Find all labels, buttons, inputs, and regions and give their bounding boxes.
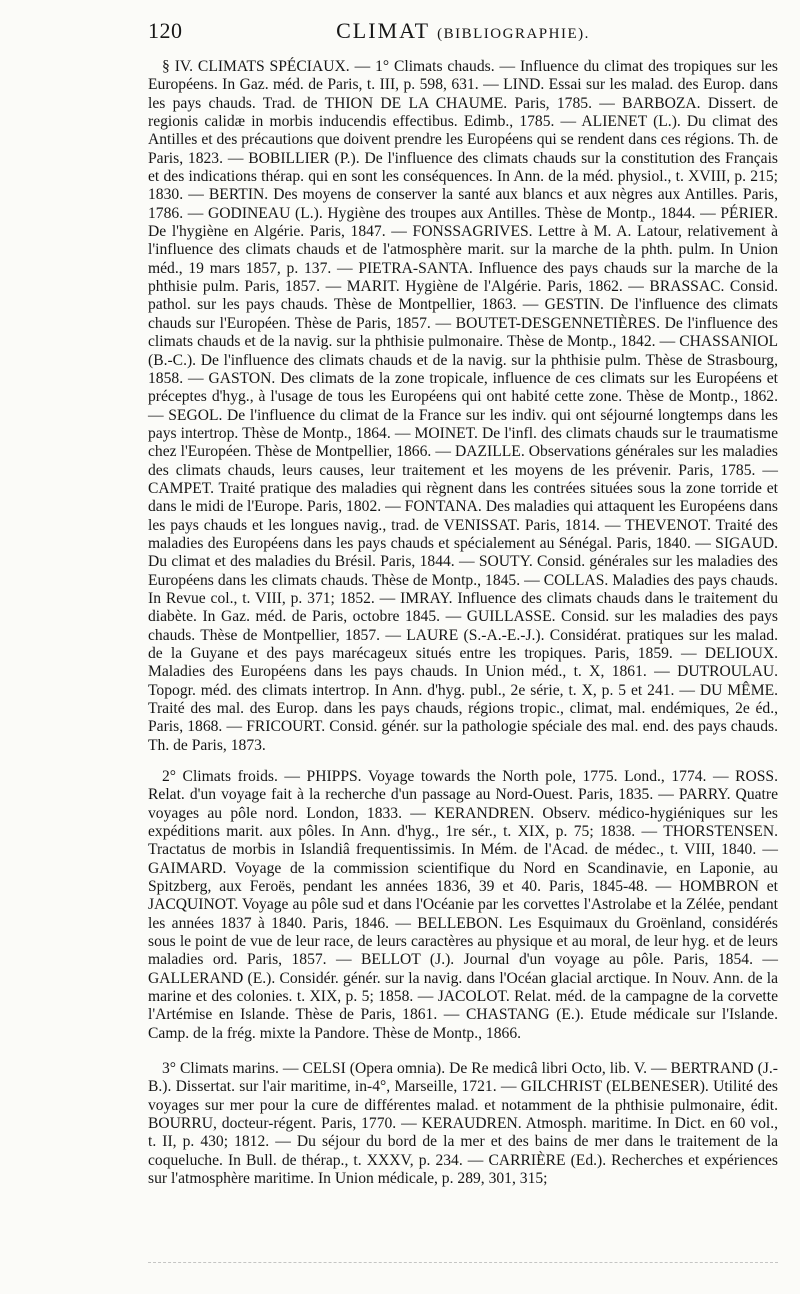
section-special-climates [148,58,778,755]
running-head-subtitle: (BIBLIOGRAPHIE). [437,26,590,42]
running-head-title: CLIMAT [336,18,430,43]
section-cold-climates [148,768,778,1043]
running-head [148,18,778,44]
section-marine-climates [148,1060,778,1188]
page-number: 120 [148,18,183,43]
paragraph-cold-climates: 2° Climats froids. — PHIPPS. Voyage towards the North pole, 1775. Lond., 1774. — ROSS. Relat. d'un voyage fait à la recherche d'un passage au Nord-Ouest. Paris, 1835. — PARRY. Quatre voyages au pôle nord. London, 1833. — KERANDREN. Observ. médico-hygiéniques sur les expéditions marit. aux pôles. In Ann. d'hyg., 1re sér., t. XIX, p. 75; 1838. — THORSTENSEN. Tractatus de morbis in Islandiâ frequentissimis. In Mém. de l'Acad. de médec., t. VIII, 1840. — GAIMARD. Voyage de la commission scientifique du Nord en Scandinavie, en Laponie, au Spitzberg, aux Feroës, pendant les années 1836, 39 et 40. Paris, 1845-48. — HOMBRON et JACQUINOT. Voyage au pôle sud et dans l'Océanie par les corvettes l'Astrolabe et la Zélée, pendant les années 1837 à 1840. Paris, 1846. — BELLEBON. Les Esquimaux du Groënland, considérés sous le point de vue de leur race, de leurs caractères au physique et au moral, de leur hyg. et de leurs maladies ord. Paris, 1857. — BELLOT (J.). Journal d'un voyage au pôle. Paris, 1854. — GALLERAND (E.). Considér. génér. sur la navig. dans l'Océan glacial arctique. In Nouv. Ann. de la marine et des colonies. t. XIX, p. 5; 1858. — JACOLOT. Relat. méd. de la campagne de la corvette l'Artémise en Islande. Thèse de Paris, 1861. — CHASTANG (E.). Etude médicale sur l'Islande. Camp. de la frég. mixte la Pandore. Thèse de Montp., 1866. [148,768,778,1042]
page-header [148,18,778,50]
paragraph-special-climates: § IV. CLIMATS SPÉCIAUX. — 1° Climats chauds. — Influence du climat des tropiques sur les Européens. In Gaz. méd. de Paris, t. III, p. 598, 631. — LIND. Essai sur les malad. des Europ. dans les pays chauds. Trad. de THION DE LA CHAUME. Paris, 1785. — BARBOZA. Dissert. de regionis calidæ in morbis inducendis effectibus. Edimb., 1785. — ALIENET (L.). Du climat des Antilles et des précautions que doivent prendre les Européens qui se rendent dans ces régions. Th. de Paris, 1823. — BOBILLIER (P.). De l'influence des climats chauds sur la constitution des Français et des indications thérap. qui en sont les conséquences. In Ann. de la méd. physiol., t. XVIII, p. 215; 1830. — BERTIN. Des moyens de conserver la santé aux blancs et aux nègres aux Antilles. Paris, 1786. — GODINEAU (L.). Hygiène des troupes aux Antilles. Thèse de Montp., 1844. — PÉRIER. De l'hygiène en Algérie. Paris, 1847. — FONSSAGRIVES. Lettre à M. A. Latour, relativement à l'influence des climats chauds et de l'atmosphère marit. sur la marche de la phth. pulm. In Union méd., 19 mars 1857, p. 137. — PIETRA-SANTA. Influence des pays chauds sur la marche de la phthisie pulm. Paris, 1857. — MARIT. Hygiène de l'Algérie. Paris, 1862. — BRASSAC. Consid. pathol. sur les pays chauds. Thèse de Montpellier, 1863. — GESTIN. De l'influence des climats chauds sur l'Européen. Thèse de Paris, 1857. — BOUTET-DESGENNETIÈRES. De l'influence des climats chauds et de la navig. sur la phthisie pulmonaire. Thèse de Montp., 1842. — CHASSANIOL (B.-C.). De l'influence des climats chauds et de la navig. sur la phthisie pulm. Thèse de Strasbourg, 1858. — GASTON. Des climats de la zone tropicale, influence de ces climats sur les Européens et préceptes d'hyg., à l'usage de tous les Européens qui ont habité cette zone. Thèse de Montp., 1862. — SEGOL. De l'influence du climat de la France sur les indiv. qui ont séjourné longtemps dans les pays intertrop. Thèse de Montp., 1864. — MOINET. De l'infl. des climats chauds sur le traumatisme chez l'Européen. Thèse de Montpellier, 1866. — DAZILLE. Observations générales sur les maladies des climats chauds, leurs causes, leur traitement et les moyens de les prévenir. Paris, 1785. — CAMPET. Traité pratique des maladies qui règnent dans les contrées situées sous la zone torride et dans le midi de l'Europe. Paris, 1802. — FONTANA. Des maladies qui attaquent les Européens dans les pays chauds et les longues navig., trad. de VENISSAT. Paris, 1814. — THEVENOT. Traité des maladies des Européens dans les pays chauds et spécialement au Sénégal. Paris, 1840. — SIGAUD. Du climat et des maladies du Brésil. Paris, 1844. — SOUTY. Consid. générales sur les maladies des Européens dans les climats chauds. Thèse de Montp., 1845. — COLLAS. Maladies des pays chauds. In Revue col., t. VIII, p. 371; 1852. — IMRAY. Influence des climats chauds dans le traitement du diabète. In Gaz. méd. de Paris, octobre 1845. — GUILLASSE. Consid. sur les maladies des pays chauds. Thèse de Montpellier, 1857. — LAURE (S.-A.-E.-J.). Considérat. pratiques sur les malad. de la Guyane et des pays marécageux situés entre les tropiques. Paris, 1859. — DELIOUX. Maladies des Européens dans les pays chauds. In Union méd., t. X, 1861. — DUTROULAU. Topogr. méd. des climats intertrop. In Ann. d'hyg. publ., 2e série, t. X, p. 5 et 241. — DU MÊME. Traité des mal. des Europ. dans les pays chauds, régions tropic., climat, mal. endémiques, 2e éd., Paris, 1868. — FRICOURT. Consid. génér. sur la pathologie spéciale des mal. end. des pays chauds. Th. de Paris, 1873. [148,58,778,754]
paragraph-marine-climates: 3° Climats marins. — CELSI (Opera omnia). De Re medicâ libri Octo, lib. V. — BERTRAND (J.-B.). Dissertat. sur l'air maritime, in-4°, Marseille, 1721. — GILCHRIST (ELBENESER). Utilité des voyages sur mer pour la cure de différentes malad. et notamment de la phthisie pulmonaire, édit. BOURRU, docteur-régent. Paris, 1770. — KERAUDREN. Atmosph. maritime. In Dict. en 60 vol., t. II, p. 430; 1812. — Du séjour du bord de la mer et des bains de mer dans le traitement de la coqueluche. In Bull. de thérap., t. XXXV, p. 234. — CARRIÈRE (Ed.). Recherches et expériences sur l'atmosphère maritime. In Union médicale, p. 289, 301, 315; [148,1060,778,1188]
bottom-rule [148,1262,778,1263]
